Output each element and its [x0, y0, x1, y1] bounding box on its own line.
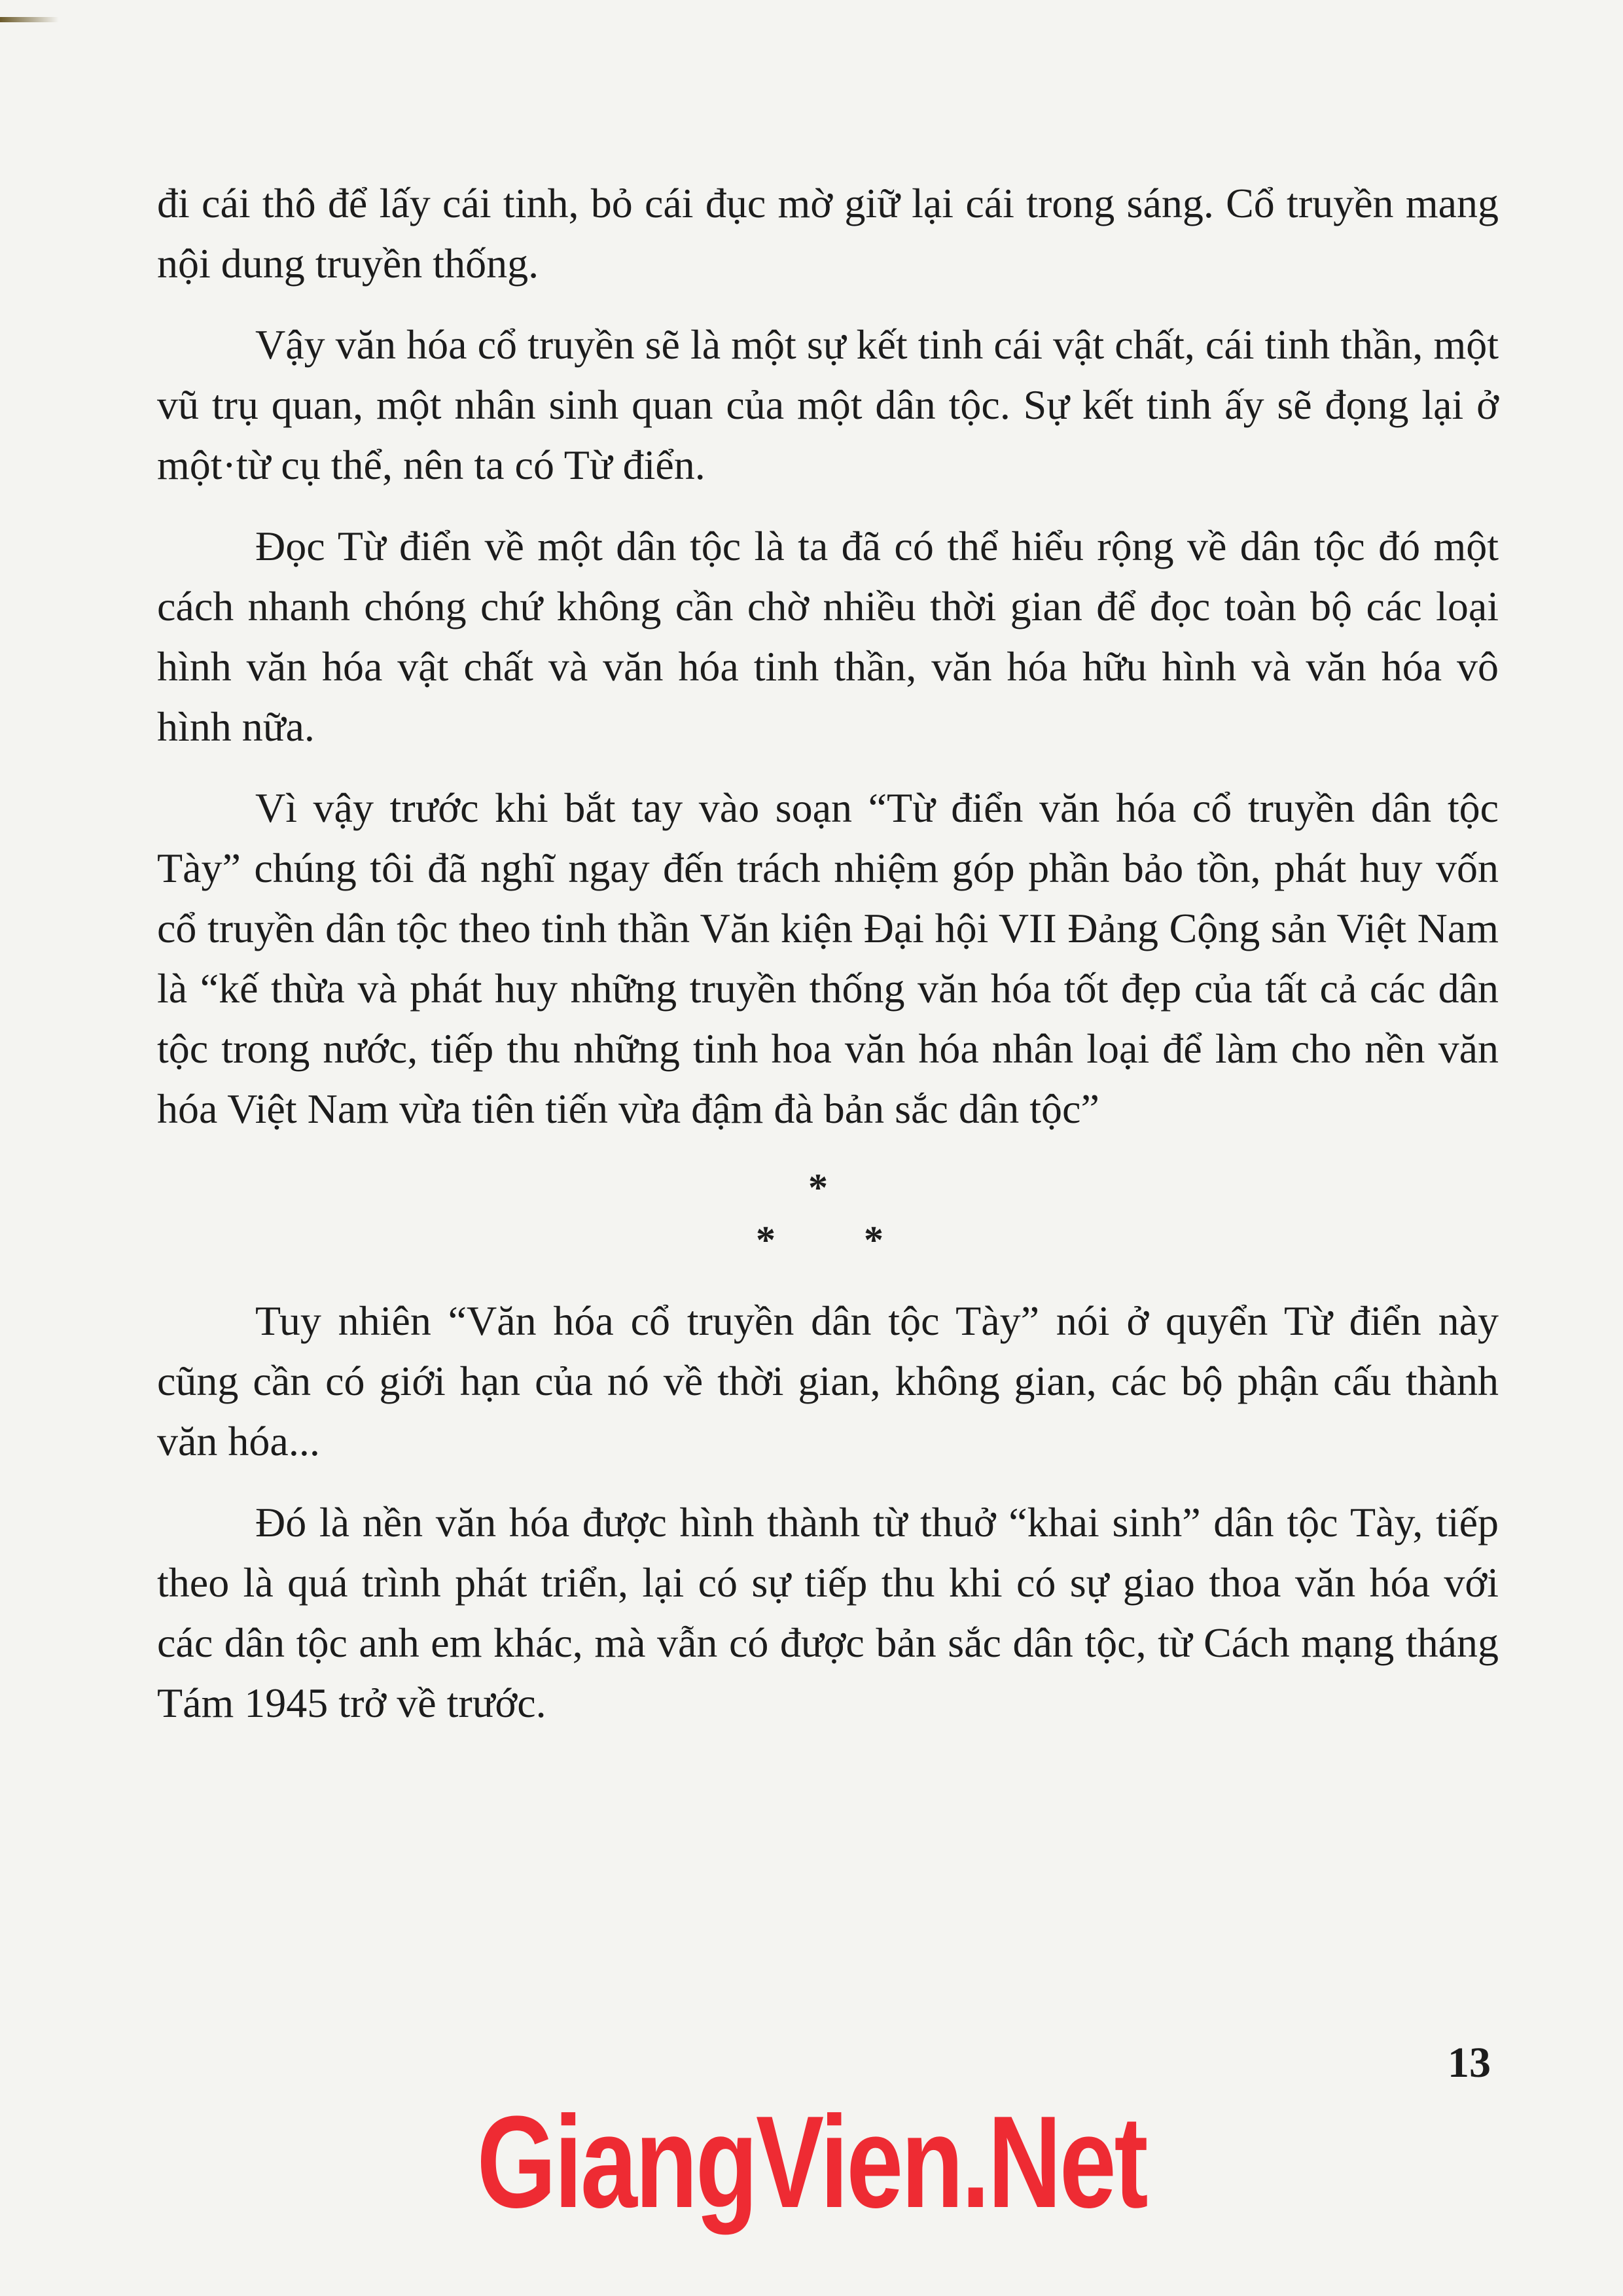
asterism-star-right: * — [864, 1218, 883, 1262]
page-number: 13 — [1448, 2039, 1491, 2087]
paragraph-scope-limits: Tuy nhiên “Văn hóa cổ truyền dân tộc Tày” nói ở quyển Từ điển này cũng cần có giới hạn của nó về thời gian, không gian, các bộ phận cấu thành văn hóa... — [157, 1298, 1499, 1464]
scan-corner-mark — [0, 17, 59, 22]
paragraph-continuation: đi cái thô để lấy cái tinh, bỏ cái đục mờ giữ lại cái trong sáng. Cổ truyền mang nội dung truyền thống. — [157, 180, 1499, 287]
paragraph-culture-definition: Vậy văn hóa cổ truyền sẽ là một sự kết tinh cái vật chất, cái tinh thần, một vũ trụ quan, một nhân sinh quan của một dân tộc. Sự kết tinh ấy sẽ đọng lại ở một·từ cụ thể, nên ta có Từ điển. — [157, 321, 1499, 488]
paragraph-reading-dictionary: Đọc Từ điển về một dân tộc là ta đã có thể hiểu rộng về dân tộc đó một cách nhanh chóng chứ không cần chờ nhiều thời gian để đọc toàn bộ các loại hình văn hóa vật chất và văn hóa tinh thần, văn hóa hữu hình và văn hóa vô hình nữa. — [157, 523, 1499, 750]
paragraph-compilation-purpose: Vì vậy trước khi bắt tay vào soạn “Từ điển văn hóa cổ truyền dân tộc Tày” chúng tôi đã nghĩ ngay đến trách nhiệm góp phần bảo tồn, phát huy vốn cổ truyền dân tộc theo tinh thần Văn kiện Đại hội VII Đảng Cộng sản Việt Nam là “kế thừa và phát huy những truyền thống văn hóa tốt đẹp của tất cả các dân tộc trong nước, tiếp thu những tinh hoa văn hóa nhân loại để làm cho nền văn hóa Việt Nam vừa tiên tiến vừa đậm đà bản sắc dân tộc” — [157, 785, 1499, 1132]
page-body — [157, 173, 1499, 1754]
section-divider-asterism — [157, 1160, 1499, 1284]
watermark-logo: GiangVien.Net — [476, 2089, 1147, 2235]
paragraph-time-period: Đó là nền văn hóa được hình thành từ thuở “khai sinh” dân tộc Tày, tiếp theo là quá trình phát triển, lại có sự tiếp thu khi có sự giao thoa văn hóa với các dân tộc anh em khác, mà vẫn có được bản sắc dân tộc, từ Cách mạng tháng Tám 1945 trở về trước. — [157, 1499, 1499, 1726]
asterism-star-top: * — [808, 1166, 828, 1209]
asterism-star-left: * — [756, 1218, 776, 1262]
